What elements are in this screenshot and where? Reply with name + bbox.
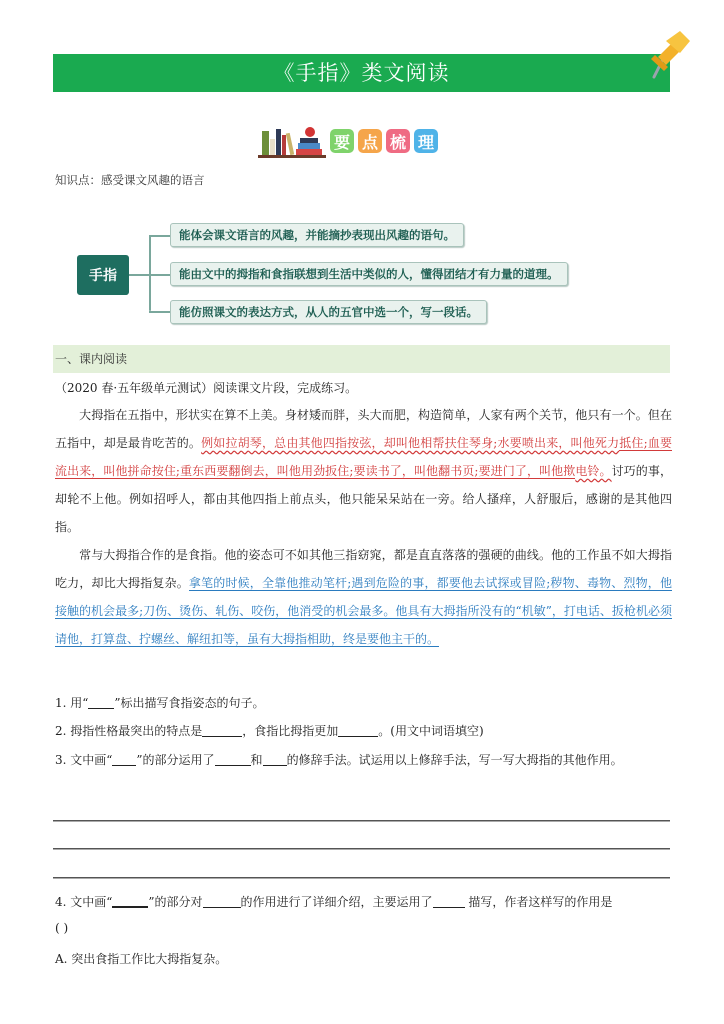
answer-blank[interactable]	[263, 765, 287, 766]
question-text: 的作用进行了详细介绍，主要运用了	[240, 895, 433, 909]
question-text: 和	[250, 753, 263, 767]
knowledge-point: 知识点：感受课文风趣的语言	[55, 173, 205, 187]
answer-blank[interactable]	[338, 736, 378, 737]
passage-text: 常与大拇指合作的是食指。他的姿态可不如其他三指窈窕，都是直直落落的强硬的曲线。他的工作虽不如大拇指吃力，却比大拇指复杂。	[55, 548, 672, 590]
question-text: 描写，作者这样写的作用是	[464, 895, 613, 909]
answer-blank[interactable]	[215, 765, 251, 766]
answer-parentheses[interactable]: ( )	[55, 921, 69, 935]
question-4	[55, 893, 612, 910]
key-tile-4: 理	[414, 129, 438, 153]
question-text: 的修辞手法。试运用以上修辞手法，写一写大拇指的其他作用。	[286, 753, 623, 767]
mind-map-branch-3: 能仿照课文的表达方式，从人的五官中选一个，写一段话。	[170, 300, 487, 324]
answer-blank[interactable]	[202, 736, 242, 737]
key-tile-2: 点	[358, 129, 382, 153]
mind-map-connector	[149, 235, 151, 311]
answer-blank[interactable]	[88, 708, 114, 709]
exercise-source: （2020 春·五年级单元测试）阅读课文片段，完成练习。	[55, 381, 358, 395]
passage-paragraph-1	[55, 401, 672, 541]
answer-line[interactable]	[53, 848, 670, 849]
question-3	[55, 751, 623, 768]
mind-map-connector	[149, 274, 171, 276]
answer-blank[interactable]	[112, 765, 136, 766]
books-icon	[258, 123, 326, 159]
answer-line[interactable]	[53, 877, 670, 878]
mind-map-root: 手指	[77, 255, 129, 295]
passage-text: 讨巧的事，却轮不上他。例如招呼人，都由其他四指上前点头，他只能呆呆站在一旁。给人搔痒，人舒服后，感谢的是其他四指。	[55, 464, 672, 534]
answer-blank[interactable]	[203, 907, 241, 908]
answer-blank[interactable]	[112, 906, 148, 908]
question-text: ”标出描写食指姿态的句子。	[114, 696, 265, 710]
mind-map-connector	[129, 274, 149, 276]
mind-map-connector	[149, 311, 171, 313]
marked-text-red: 例如拉胡琴，总由其他四指按弦，却叫他相帮扶住琴身;水要喷出来，叫他死力	[201, 436, 620, 450]
marked-text-red: 电铃。	[575, 464, 612, 478]
passage-paragraph-2	[55, 541, 672, 653]
question-text: ”的部分对	[148, 895, 203, 909]
mind-map-branch-1: 能体会课文语言的风趣，并能摘抄表现出风趣的语句。	[170, 223, 464, 247]
mind-map	[60, 200, 600, 335]
section-header: 一、课内阅读	[53, 345, 670, 373]
option-a: A. 突出食指工作比大拇指复杂。	[55, 952, 228, 966]
question-text: 4. 文中画“	[55, 895, 113, 909]
mind-map-branch-2: 能由文中的拇指和食指联想到生活中类似的人，懂得团结才有力量的道理。	[170, 262, 568, 286]
pushpin-icon	[640, 27, 692, 83]
question-2	[55, 722, 484, 739]
key-tile-3: 梳	[386, 129, 410, 153]
mind-map-connector	[149, 235, 171, 237]
question-1	[55, 694, 265, 711]
answer-line[interactable]	[53, 820, 670, 821]
question-text: ，食指比拇指更加	[242, 724, 339, 738]
passage-text: 大拇指在五指中，形状实在算不上美。身材矮而胖，头大而肥，构造简单，人家有两个关节，他只有一个。但在五指中，却是最肯吃苦的。	[55, 408, 672, 450]
answer-blank[interactable]	[433, 907, 465, 908]
question-text: ”的部分运用了	[136, 753, 215, 767]
question-text: 3. 文中画“	[55, 753, 113, 767]
marked-text-blue: 拿笔的时候，全靠他推动笔杆;遇到危险的事，都要他去试探或冒险;秽物、毒物、烈物，他接触的机会最多;刀伤、烫伤、轧伤、咬伤，他消受的机会最多。他具有大拇指所没有的“机敏”，打电话、扳枪机必须请他，打算盘、拧螺丝、解纽扣等，虽有大拇指相助，终是要他主干的。	[55, 576, 672, 646]
key-points-banner	[258, 122, 438, 160]
question-text: 2. 拇指性格最突出的特点是	[55, 724, 203, 738]
marked-text-red: 抵住;血要流出来，叫他拼命按住;重东西要翻倒去，叫他用劲扳住;要读书了，叫他翻书页;要进门了，叫他揿	[55, 436, 672, 478]
key-tile-1: 要	[330, 129, 354, 153]
question-text: 1. 用“	[55, 696, 89, 710]
page-title: 《手指》类文阅读	[53, 54, 670, 92]
question-text: 。(用文中词语填空)	[378, 724, 484, 738]
